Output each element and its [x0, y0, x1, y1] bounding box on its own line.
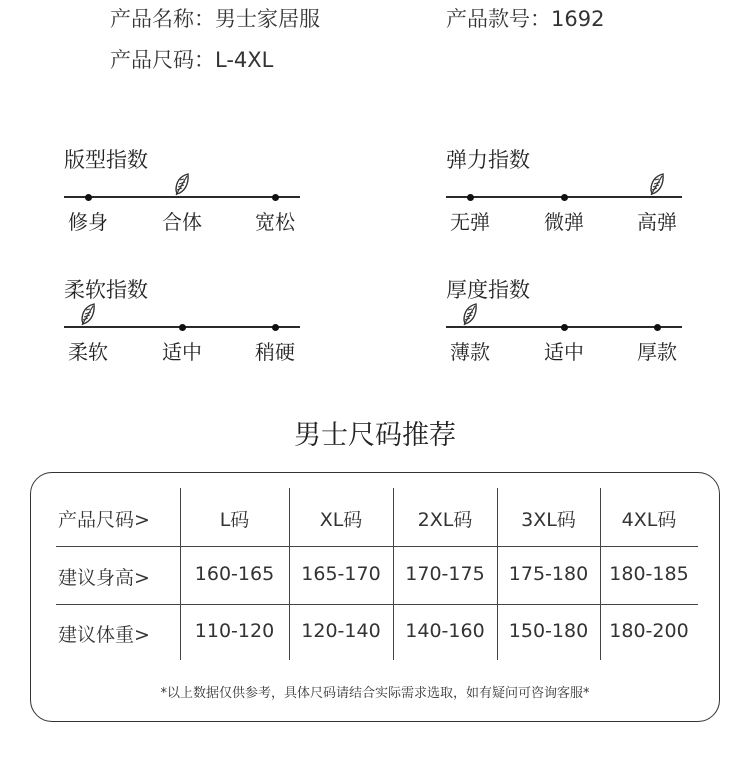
- index-option-label: 稍硬: [255, 340, 295, 364]
- table-cell: 165-170: [301, 563, 381, 585]
- index-stop-dot: [85, 194, 92, 201]
- index-option-label: 宽松: [255, 210, 295, 234]
- table-header-cell: 2XL码: [417, 509, 473, 531]
- table-cell: 175-180: [508, 563, 589, 585]
- index-stop-dot: [467, 194, 474, 201]
- table-cell: 140-160: [405, 620, 485, 642]
- product-code-value: 1692: [551, 7, 605, 31]
- index-stop-dot: [561, 324, 568, 331]
- product-code: [446, 3, 604, 33]
- table-row-divider: [56, 546, 698, 547]
- index-title: 版型指数: [64, 148, 148, 172]
- table-cell: 180-185: [609, 563, 689, 585]
- feather-icon: [646, 172, 668, 198]
- size-note: *以上数据仅供参考，具体尺码请结合实际需求选取，如有疑问可咨询客服*: [160, 686, 590, 701]
- table-header-cell: 4XL码: [621, 509, 677, 531]
- table-header-cell: 产品尺码>: [58, 509, 150, 531]
- product-size-label: 产品尺码：: [110, 48, 215, 72]
- index-option-label: 高弹: [637, 210, 677, 234]
- table-row-divider: [56, 604, 698, 605]
- index-option-label: 修身: [68, 210, 108, 234]
- index-option-label: 微弹: [544, 210, 584, 234]
- product-name-value: 男士家居服: [215, 7, 320, 31]
- table-cell: 180-200: [609, 620, 689, 642]
- index-option-label: 薄款: [450, 340, 490, 364]
- product-code-label: 产品款号：: [446, 7, 551, 31]
- table-cell: 120-140: [301, 620, 381, 642]
- table-header-cell: XL码: [319, 509, 363, 531]
- index-stop-dot: [654, 324, 661, 331]
- index-stop-dot: [272, 324, 279, 331]
- index-option-label: 厚款: [637, 340, 677, 364]
- feather-icon: [459, 302, 481, 328]
- table-header-cell: 3XL码: [521, 509, 576, 531]
- index-title: 厚度指数: [446, 278, 530, 302]
- index-stop-dot: [179, 324, 186, 331]
- index-title: 弹力指数: [446, 148, 530, 172]
- table-row-label: 建议身高>: [58, 567, 150, 589]
- size-section-title: 男士尺码推荐: [294, 420, 456, 451]
- index-option-label: 无弹: [450, 210, 490, 234]
- table-cell: 170-175: [405, 563, 485, 585]
- index-option-label: 适中: [162, 340, 202, 364]
- table-row-label: 建议体重>: [58, 624, 150, 646]
- index-option-label: 合体: [162, 210, 202, 234]
- product-size-value: L-4XL: [215, 48, 274, 72]
- table-cell: 110-120: [194, 620, 275, 642]
- index-option-label: 适中: [544, 340, 584, 364]
- table-header-cell: L码: [219, 509, 250, 531]
- index-option-label: 柔软: [68, 340, 108, 364]
- product-size: [110, 44, 273, 74]
- table-cell: 160-165: [194, 563, 275, 585]
- table-cell: 150-180: [508, 620, 589, 642]
- index-stop-dot: [272, 194, 279, 201]
- feather-icon: [171, 172, 193, 198]
- index-stop-dot: [561, 194, 568, 201]
- product-name: [110, 3, 320, 33]
- feather-icon: [77, 302, 99, 328]
- product-name-label: 产品名称：: [110, 7, 215, 31]
- index-title: 柔软指数: [64, 278, 148, 302]
